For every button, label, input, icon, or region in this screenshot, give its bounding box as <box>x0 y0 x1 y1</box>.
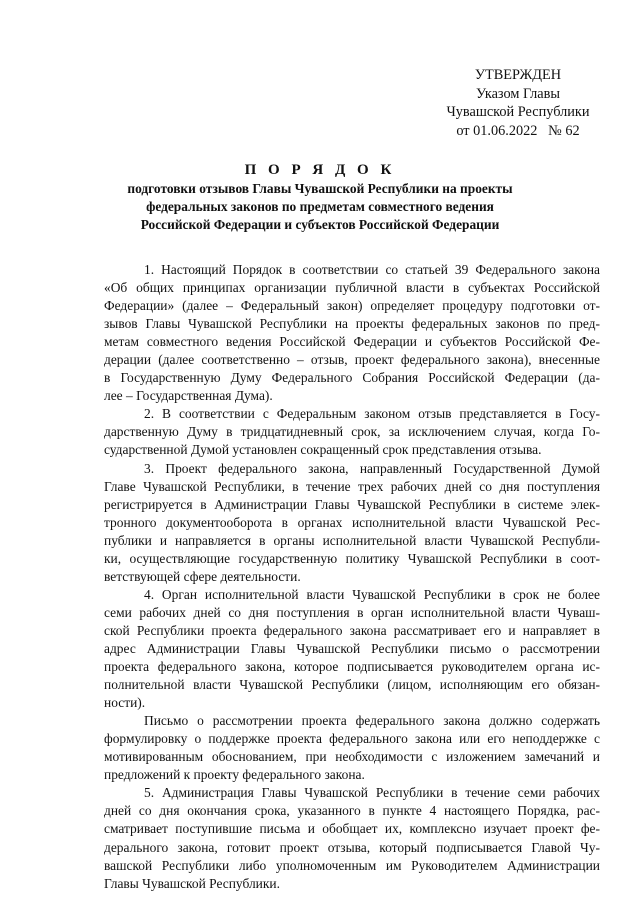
paragraph <box>104 784 600 892</box>
paragraph-line: Главе Чувашской Республики, в течение трех рабочих дней со дня поступления <box>104 478 600 494</box>
paragraph-line: 2. В соответствии с Федеральным законом отзыв представляется в Госу- <box>144 406 600 422</box>
paragraph-line: дерации (далее соответственно – отзыв, проект федерального закона), внесенные <box>104 352 600 368</box>
paragraph-line: мотивированным обоснованием, при необходимости с изложением замечаний и <box>104 749 600 765</box>
paragraph-line: тронного документооборота в органах исполнительной власти Чувашской Рес- <box>104 514 600 530</box>
paragraph-line: ской Республики проекта федерального закона рассматривает его и направляет в <box>104 622 600 638</box>
paragraph-line: дней со дня окончания срока, указанного в пункте 4 настоящего Порядка, рас- <box>104 803 600 819</box>
paragraph-line: зывов Главы Чувашской Республики на проекты федеральных законов по пред- <box>104 316 600 332</box>
paragraph-line: ности). <box>104 695 146 711</box>
paragraph-line: Письмо о рассмотрении проекта федерального закона должно содержать <box>144 713 600 729</box>
paragraph <box>104 405 600 459</box>
title-subtitle-line: подготовки отзывов Главы Чувашской Республики на проекты <box>127 181 513 196</box>
title-heading: П О Р Я Д О К <box>244 162 396 178</box>
paragraph <box>104 712 600 784</box>
paragraph-line: публики и направляется в органы исполнительной власти Чувашской Республи- <box>104 532 600 548</box>
paragraph-line: полнительной власти Чувашской Республики (лицом, исполняющим его обязан- <box>104 677 600 693</box>
paragraph-line: в Государственную Думу Федерального Собрания Российской Федерации (да- <box>104 370 600 386</box>
paragraph-line: ветствующей сфере деятельности. <box>104 568 301 584</box>
paragraph-line: 1. Настоящий Порядок в соответствии со статьей 39 Федерального закона <box>144 262 600 277</box>
paragraph <box>104 261 600 405</box>
paragraph-line: метам совместного ведения Российской Федерации и субъектов Российской Фе- <box>104 334 600 350</box>
paragraph-line: проекта федерального закона, которое подписывается руководителем органа ис- <box>104 659 600 675</box>
paragraph <box>104 460 600 586</box>
approval-line: от 01.06.2022 № 62 <box>456 122 580 139</box>
paragraph-line: сударственной Думой установлен сокращенный срок представления отзыва. <box>104 442 542 458</box>
paragraph-line: предложений к проекту федерального закона. <box>104 767 365 783</box>
paragraph-line: лее – Государственная Дума). <box>104 388 273 404</box>
paragraph-line: ки, осуществляющие государственную политику Чувашской Республики в соот- <box>104 550 600 566</box>
paragraph <box>104 586 600 712</box>
paragraph-line: вашской Республики либо уполномоченным им Руководителем Администрации <box>104 857 600 873</box>
paragraph-line: регистрируется в Администрации Главы Чувашской Республики в системе элек- <box>104 496 600 512</box>
paragraph-line: 5. Администрация Главы Чувашской Республики в течение семи рабочих <box>144 785 600 801</box>
paragraph-line: Главы Чувашской Республики. <box>104 875 280 891</box>
paragraph-line: 4. Орган исполнительной власти Чувашской Республики в срок не более <box>144 586 600 602</box>
paragraph-line: дерального закона, готовит проект отзыва, который подписывается Главой Чу- <box>104 839 600 855</box>
approval-line: Указом Главы <box>475 85 561 102</box>
paragraph-line: формулировку о поддержке проекта федерального закона или его неподдержке с <box>104 731 600 747</box>
approval-stamp <box>418 66 618 140</box>
approval-line: УТВЕРЖДЕН <box>474 67 562 83</box>
paragraph-line: Федерации» (далее – Федеральный закон) определяет процедуру подготовки от- <box>104 298 600 314</box>
paragraph-line: «Об общих принципах организации публичной власти в субъектах Российской <box>104 280 600 296</box>
paragraph-line: сматривает поступившие письма и обобщает их, комплексно изучает проект фе- <box>104 821 600 837</box>
approval-line: Чувашской Республики <box>446 104 590 120</box>
paragraph-line: семи рабочих дней со дня поступления в орган исполнительной власти Чуваш- <box>104 604 600 620</box>
paragraph-line: 3. Проект федерального закона, направленный Государственной Думой <box>144 460 600 476</box>
document-body <box>104 261 600 893</box>
paragraph-line: дарственную Думу в тридцатидневный срок, за исключением случая, когда Го- <box>104 424 600 440</box>
title-subtitle-line: федеральных законов по предметам совместного ведения <box>146 199 494 214</box>
paragraph-line: адрес Администрации Главы Чувашской Республики письмо о рассмотрении <box>104 640 600 656</box>
document-title <box>90 160 550 234</box>
title-subtitle-line: Российской Федерации и субъектов Российской Федерации <box>140 217 500 232</box>
